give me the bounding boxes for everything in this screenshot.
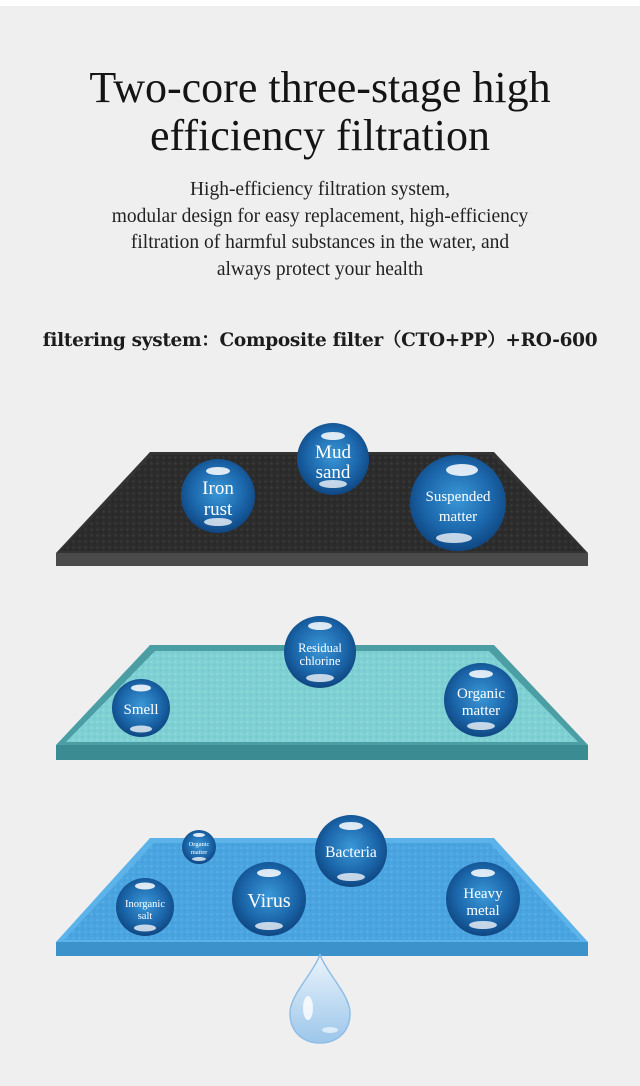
bubble-label-line-1: Iron <box>202 478 234 499</box>
bubble-iron-rust <box>181 459 255 533</box>
title-line-2: efficiency filtration <box>149 111 491 160</box>
subtitle-line-1: High-efficiency filtration system, <box>189 179 451 200</box>
bubble-label-line-2: chlorine <box>299 654 341 668</box>
subtitle-line-3: filtration of harmful substances in the water, and <box>130 232 510 253</box>
bubble-label-line-1: Mud <box>315 442 351 463</box>
bubble-label-line-1: Organic <box>456 686 506 702</box>
bubble-label-line-1: Heavy <box>463 886 503 902</box>
bubble-label-line-1: Bacteria <box>325 844 377 861</box>
bubble-mud-sand <box>297 423 369 495</box>
bubble-label-line-2: salt <box>137 911 153 922</box>
bubble-suspended-matter <box>410 455 506 551</box>
bubble-label-line-2: metal <box>466 903 500 919</box>
teal-layer-edge <box>56 745 588 760</box>
bubble-organic-matter-small <box>182 830 216 864</box>
bubble-virus <box>232 862 306 936</box>
bubble-heavy-metal <box>446 862 520 936</box>
bubble-organic-matter <box>444 663 518 737</box>
bubble-label-line-1: Inorganic <box>124 899 166 910</box>
bubble-label-line-1: Organic <box>188 841 210 848</box>
bubble-label-line-1: Smell <box>123 702 159 718</box>
bubble-smell <box>112 679 170 737</box>
bubble-bacteria <box>315 815 387 887</box>
bubble-label-line-2: sand <box>315 462 351 483</box>
bubble-label-line-2: matter <box>190 849 208 856</box>
title-line-1: Two-core three-stage high <box>89 63 551 112</box>
bubble-inorganic-salt <box>116 878 174 936</box>
black-layer-edge <box>56 553 588 566</box>
subtitle-line-4: always protect your health <box>216 258 424 280</box>
bubble-label-line-1: Residual <box>298 641 342 655</box>
bubble-label-line-2: matter <box>461 703 501 719</box>
subtitle-line-2: modular design for easy replacement, high-efficiency <box>111 205 529 227</box>
filtering-system-label: filtering system：Composite filter（CTO+PP）+RO-600 <box>42 330 598 351</box>
bubble-residual-chlorine <box>284 616 356 688</box>
bubble-label-line-2: rust <box>203 499 233 520</box>
blue-layer-edge <box>56 942 588 956</box>
water-drop-icon <box>290 955 350 1043</box>
bubble-label-line-1: Suspended <box>425 489 491 505</box>
bubble-label-line-2: matter <box>438 509 478 525</box>
bubble-label-line-1: Virus <box>247 890 291 912</box>
